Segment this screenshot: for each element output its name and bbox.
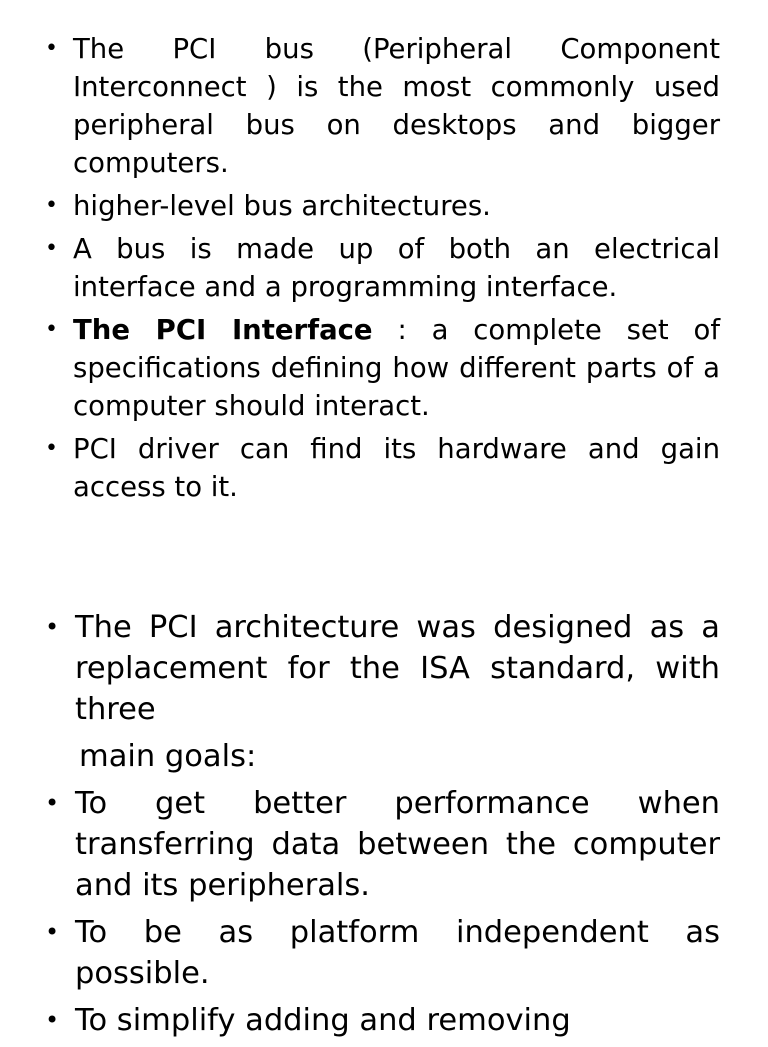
goal-text: To get better performance when transferring data between the computer and its peripherals. bbox=[75, 786, 720, 903]
bullet-icon: • bbox=[45, 193, 58, 218]
goal-text: To be as platform independent as possible. bbox=[75, 915, 720, 991]
bullet-icon: • bbox=[45, 236, 58, 261]
goal-item bbox=[45, 783, 720, 906]
continuation-text: main goals: bbox=[79, 739, 257, 774]
bullet-item bbox=[45, 430, 720, 506]
bullet-icon: • bbox=[45, 918, 60, 946]
bullet-icon: • bbox=[45, 1006, 60, 1034]
bullet-text: The PCI bus (Peripheral Component Interconnect ) is the most commonly used peripheral bus on desktops and bigger computers. bbox=[73, 33, 720, 179]
bullet-item bbox=[45, 30, 720, 182]
bullet-text: PCI driver can find its hardware and gain access to it. bbox=[73, 433, 720, 503]
slide-bottom bbox=[0, 600, 768, 1047]
bullet-item bbox=[45, 230, 720, 306]
goal-item bbox=[45, 1000, 720, 1041]
bullet-icon: • bbox=[45, 36, 58, 61]
bullet-item bbox=[45, 311, 720, 425]
bullet-text bbox=[73, 314, 720, 422]
pci-goals-bullet-list bbox=[0, 600, 768, 1041]
slide-top bbox=[0, 0, 768, 511]
goal-text: To simplify adding and removing bbox=[75, 1003, 571, 1038]
bullet-text: A bus is made up of both an electrical interface and a programming interface. bbox=[73, 233, 720, 303]
bullet-icon: • bbox=[45, 436, 58, 461]
bullet-icon: • bbox=[45, 317, 58, 342]
goal-item bbox=[45, 912, 720, 994]
bullet-item bbox=[45, 187, 720, 225]
bullet-text: higher-level bus architectures. bbox=[73, 190, 491, 222]
pci-interface-definition: : a complete set of specifications defining how different parts of a computer should interact. bbox=[73, 314, 720, 422]
bullet-icon: • bbox=[45, 789, 60, 817]
intro-text: The PCI architecture was designed as a replacement for the ISA standard, with three bbox=[75, 610, 720, 727]
pci-bus-bullet-list bbox=[0, 0, 768, 506]
pci-interface-term: The PCI Interface bbox=[73, 314, 373, 346]
bullet-item bbox=[45, 607, 720, 730]
bullet-icon: • bbox=[45, 613, 60, 641]
